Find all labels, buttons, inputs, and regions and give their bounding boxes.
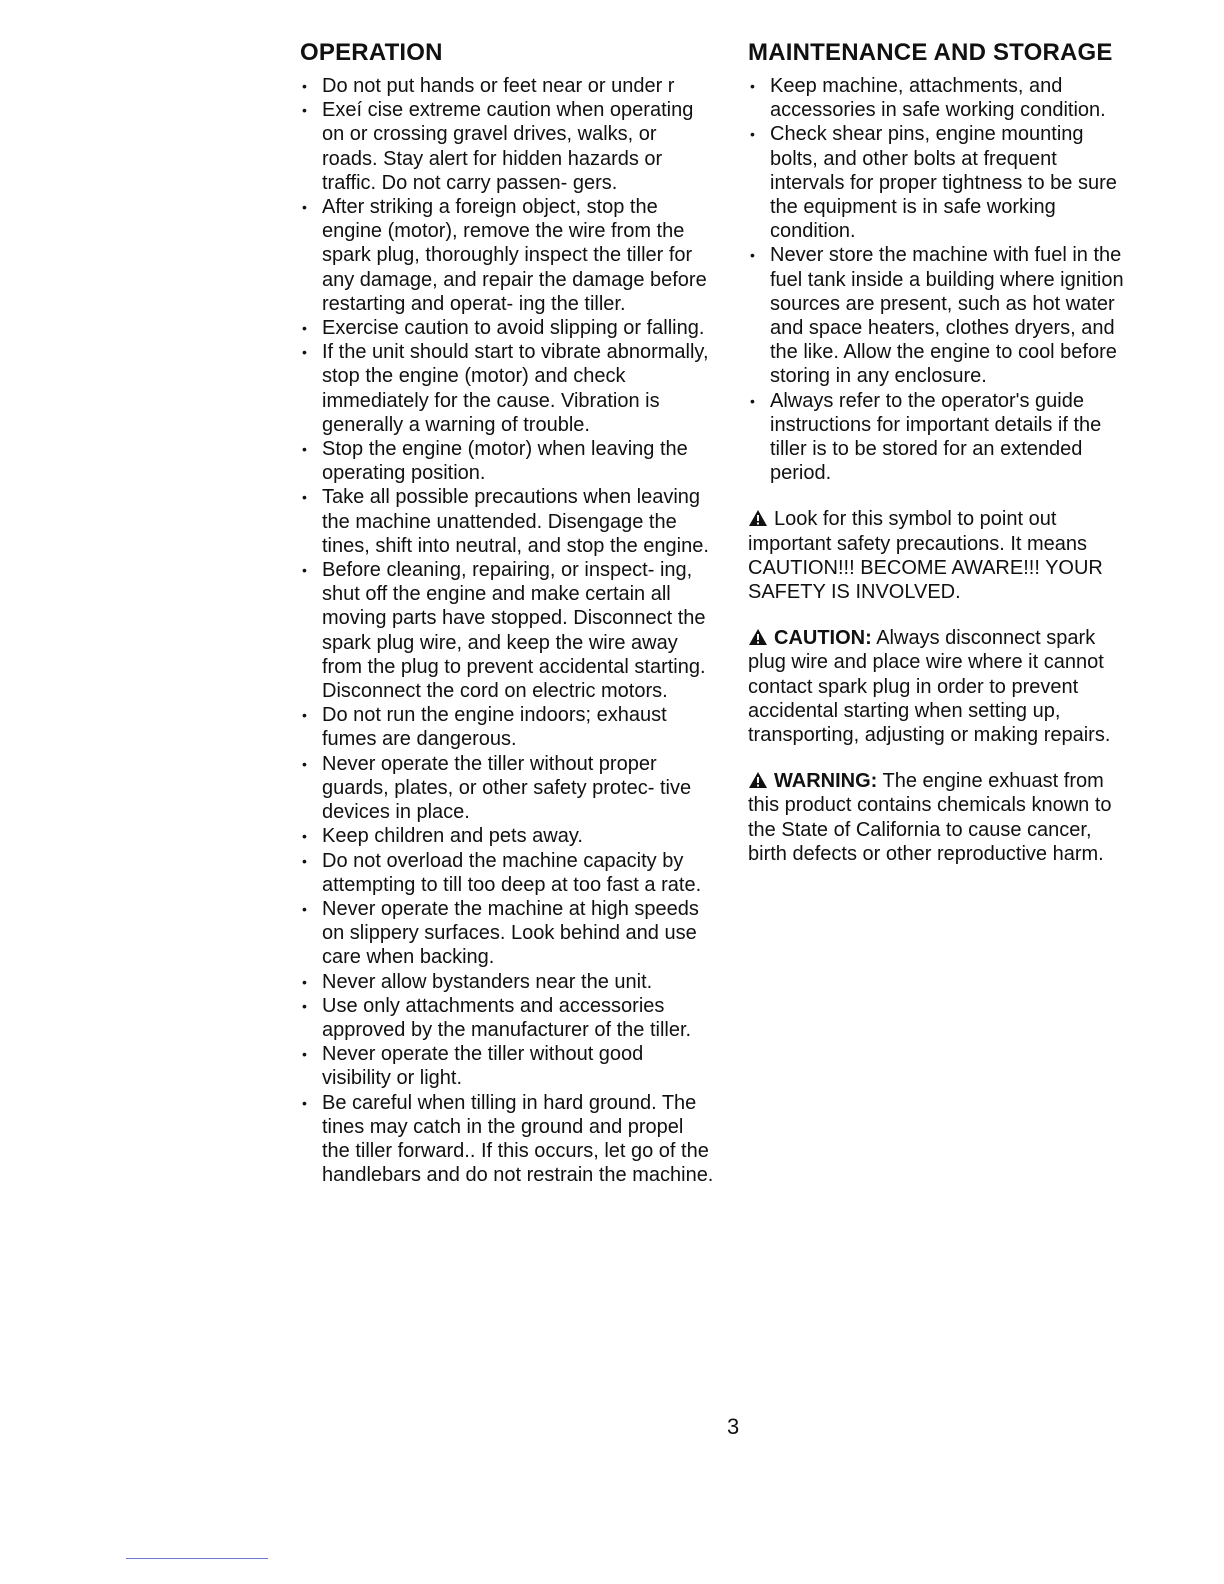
list-item: • Do not overload the machine capacity by attempting to till too deep at too fast a rate. — [300, 849, 715, 897]
safety-symbol-text: Look for this symbol to point out important safety precautions. It means CAUTION!!! BECOME AWARE!!! YOUR SAFETY IS INVOLVED. — [748, 508, 1103, 604]
caution-note — [748, 626, 1133, 747]
maintenance-heading: MAINTENANCE AND STORAGE — [748, 39, 1113, 66]
list-item: • Never allow bystanders near the unit. — [300, 970, 715, 994]
operation-section — [300, 38, 715, 1187]
list-item: • Exeí cise extreme caution when operating on or crossing gravel drives, walks, or roads. Stay alert for hidden hazards or traffic. Do not carry passen- gers. — [300, 98, 715, 195]
list-item: • Never operate the machine at high speeds on slippery surfaces. Look behind and use care when backing. — [300, 897, 715, 970]
footer-rule — [126, 1558, 268, 1559]
warning-triangle-icon — [748, 509, 768, 527]
caution-label: CAUTION: — [774, 627, 872, 650]
operation-heading: OPERATION — [300, 39, 443, 66]
maintenance-list — [748, 74, 1133, 485]
warning-triangle-icon — [748, 628, 768, 646]
warning-triangle-icon — [748, 771, 768, 789]
warning-label: WARNING: — [774, 770, 878, 793]
warning-note — [748, 769, 1133, 866]
warning-text: The engine exhuast from this product contains chemicals known to the State of California to cause cancer, birth defects or other reproductive harm. — [748, 770, 1112, 865]
list-item: • Always refer to the operator's guide instructions for important details if the tiller is to be stored for an extended period. — [748, 389, 1133, 486]
list-item: • Never store the machine with fuel in the fuel tank inside a building where ignition sources are present, such as hot water and space heaters, clothes dryers, and the like. Allow the engine to cool before storing in any enclosure. — [748, 243, 1133, 388]
operation-list — [300, 74, 715, 1187]
list-item: • Keep machine, attachments, and accessories in safe working condition. — [748, 74, 1133, 122]
list-item: • Never operate the tiller without proper guards, plates, or other safety protec- tive devices in place. — [300, 752, 715, 825]
list-item: • If the unit should start to vibrate abnormally, stop the engine (motor) and check immediately for the cause. Vibration is generally a warning of trouble. — [300, 340, 715, 437]
list-item: • Exercise caution to avoid slipping or falling. — [300, 316, 715, 340]
safety-symbol-note — [748, 507, 1133, 604]
maintenance-section — [748, 38, 1133, 866]
list-item: • Do not put hands or feet near or under r — [300, 74, 715, 98]
list-item: • Never operate the tiller without good visibility or light. — [300, 1042, 715, 1090]
list-item: • Stop the engine (motor) when leaving the operating position. — [300, 437, 715, 485]
page-number: 3 — [727, 1414, 740, 1439]
caution-text: Always disconnect spark plug wire and place wire where it cannot contact spark plug in order to prevent accidental starting when setting up, transporting, adjusting or making repairs. — [748, 627, 1111, 747]
list-item: • Before cleaning, repairing, or inspect- ing, shut off the engine and make certain all moving parts have stopped. Disconnect the spark plug wire, and keep the wire away from the plug to prevent accidental starting. Disconnect the cord on electric motors. — [300, 558, 715, 703]
list-item: • Do not run the engine indoors; exhaust fumes are dangerous. — [300, 703, 715, 751]
list-item: • After striking a foreign object, stop the engine (motor), remove the wire from the spark plug, thoroughly inspect the tiller for any damage, and repair the damage before restarting and operat- ing the tiller. — [300, 195, 715, 316]
list-item: • Keep children and pets away. — [300, 824, 715, 848]
list-item: • Take all possible precautions when leaving the machine unattended. Disengage the tines, shift into neutral, and stop the engine. — [300, 485, 715, 558]
list-item: • Be careful when tilling in hard ground. The tines may catch in the ground and propel the tiller forward.. If this occurs, let go of the handlebars and do not restrain the machine. — [300, 1091, 715, 1188]
list-item: • Use only attachments and accessories approved by the manufacturer of the tiller. — [300, 994, 715, 1042]
list-item: • Check shear pins, engine mounting bolts, and other bolts at frequent intervals for proper tightness to be sure the equipment is in safe working condition. — [748, 122, 1133, 243]
